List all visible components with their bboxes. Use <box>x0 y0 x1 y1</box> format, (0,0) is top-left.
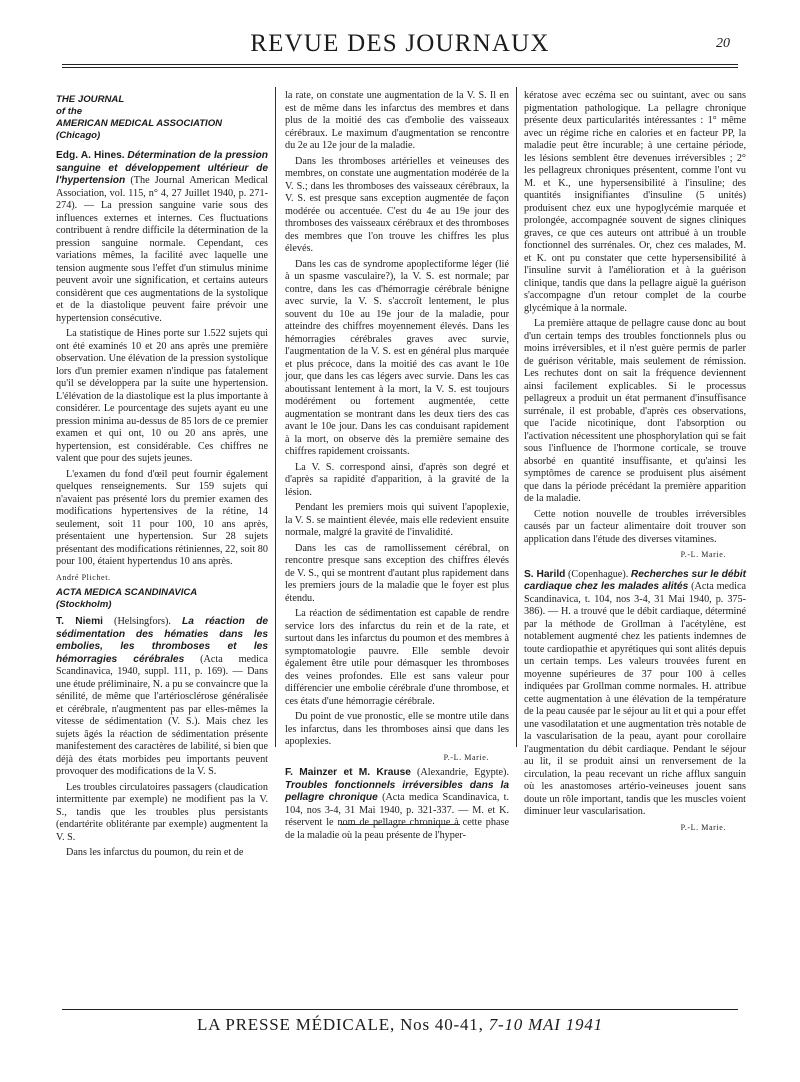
article-paragraph: kératose avec eczéma sec ou suintant, avec ou sans pigmentation pathologique. La pellagre chronique présente deux particularités intéressantes : 1° même avec un régime riche en calories et en facteur PP, la maladie peut être incurable; à une certaine période, les lésions semblent être devenues irréversibles ; 2° les pellagreux chroniques présentent, comme l'ont vu M. et K., une hypersensibilité à l'insuline; des quantités insignifiantes d'insuline (5 unités) produisent chez eux une hypoglycémie marquée et prolongée, accompagnée souvent de signes cliniques graves, ce que ces auteurs ont attribué à un trouble fonctionnel des surrénales. Or, chez ces malades, M. et K. ont pu constater que cette hypersensibilité à l'insuline survit à l'amélioration et à la guérison clinique, tandis que dans la pellagre aiguë la guérison s'accompagne d'un retour complet de la courbe glycémique à la normale. <box>524 90 746 314</box>
article-paragraph: Pendant les premiers mois qui suivent l'apoplexie, la V. S. se maintient élevée, mais elle redevient ensuite normale, malgré la gravité de l'invalidité. <box>285 502 509 538</box>
article-1 <box>56 150 268 325</box>
article-author: Edg. A. Hines. <box>56 150 125 161</box>
column-3 <box>524 90 746 837</box>
header-rule-2 <box>62 67 738 68</box>
footer-text <box>62 1015 738 1035</box>
page-number: 20 <box>716 36 730 51</box>
article-author: F. Mainzer et M. Krause <box>285 767 411 778</box>
footer-issue: Nos 40-41, <box>400 1015 484 1034</box>
article-reference: (Acta medica Scandinavica, 1940, suppl. 111, p. 169). — <box>56 653 268 677</box>
signature: P.-L. Marie. <box>680 822 726 832</box>
journal-heading: ACTA MEDICA SCANDINAVICA <box>56 587 198 598</box>
article-paragraph: Dans les infarctus du poumon, du rein et de <box>66 847 244 858</box>
article-paragraph: la rate, on constate une augmentation de la V. S. Il en est de même dans les infarctus des membres et dans plus de la moitié des cas d'embolie des vaisseaux cérébraux. Le maximum d'augmentation se rencontre du 2e au 12e jour de la maladie. <box>285 90 509 151</box>
article-title: Détermination de la pression sanguine et développement ultérieur de l'hypertension <box>56 150 268 186</box>
article-paragraph: Dans les cas de syndrome apoplectiforme léger (lié à un spasme vasculaire?), la V. S. est normale; par contre, dans les cas d'hémorragie cérébrale bénigne avec survie, la V. S. s'accroît lentement, le plus souvent du 10e au 19e jour de la maladie, pour atteindre des chiffres moyennement élevés. Dans les hémorragies cérébrales graves avec survie, l'augmentation de la V. S. est en général plus marquée et plus précoce, dans la moitié des cas avant le 10e jour, que dans les cas légers avec survie. Dans les cas aboutissant lentement à la mort, la V. S. est toujours modérément ou fortement augmentée, cette augmentation se montrant dans les deux tiers des cas avant le 10e jour. Dans les cas conduisant rapidement à la mort, on observe dès la première semaine des chiffres rapidement croissants. <box>285 258 509 457</box>
article-affiliation: (Helsingfors). <box>114 616 171 627</box>
signature: P.-L. Marie. <box>443 752 489 762</box>
article-title: Recherches sur le débit cardiaque chez les malades alités <box>524 568 746 592</box>
page-header <box>62 28 738 62</box>
article-paragraph: La statistique de Hines porte sur 1.522 sujets qui ont été examinés 10 et 20 ans après une première observation. Une élévation de la pression systolique lors d'un premier examen n'indique pas fatalement qu'il se développera par la suite une hypertension. L'élévation de la diastolique est la plus importante à considérer. Le pourcentage des sujets ayant eu une pression minima au-dessus de 85 lors de ce premier examen et qui ont, 10 ou 20 ans après, une hypertension, est considérable. Ces chiffres ne valent que pour des sujets jeunes. <box>56 328 268 464</box>
article-paragraph: Cette notion nouvelle de troubles irréversibles causés par un facteur alimentaire doit trouver son application dans l'étude des diverses vitamines. <box>524 508 746 545</box>
article-2 <box>56 616 268 779</box>
column-divider <box>516 87 517 747</box>
article-paragraph: M. et K. réservent le nom de pellagre chronique à cette phase de la maladie où la peau présente de l'hyper- <box>285 804 509 841</box>
footer-date: 7-10 MAI 1941 <box>488 1015 603 1034</box>
footer-rule <box>62 1009 738 1010</box>
footer-journal: LA PRESSE MÉDICALE, <box>197 1015 395 1034</box>
column-2 <box>285 90 509 845</box>
journal-city: (Chicago) <box>56 130 101 141</box>
article-paragraph: La pression sanguine varie sous des influences externes et internes. Ces fluctuations contribuent à rendre difficile la détermination de la pression sanguine normale. Cependant, ces variations mêmes, la facilité avec laquelle une tension augmente sous l'effet d'un stimulus minime peuvent avoir une signification, et certains auteurs considèrent que ces augmentations de la systolique et de la diastolique peuvent faire prévoir une hypertension consécutive. <box>56 200 268 324</box>
article-reference: (Acta medica Scandinavica, t. 104, nos 3-4, 31 Mai 1940, p. 321-337. — <box>285 792 510 816</box>
article-paragraph: Dans les thromboses artérielles et veineuses des membres, on constate une augmentation modérée de la V. S.; dans les thromboses des vaisseaux cérébraux, la V. S. est presque sans exception augmentée de façon modérée ou accentuée. C'est du 4e au 19e jour des thromboses des vaisseaux cérébraux et des thromboses des membres que l'on trouve les chiffres les plus élevés. <box>285 155 509 254</box>
column-divider <box>275 87 276 747</box>
header-title: REVUE DES JOURNAUX <box>250 30 550 57</box>
article-paragraph: La V. S. correspond ainsi, d'après son degré et d'après sa rapidité d'apparition, à la gravité de la lésion. <box>285 461 509 498</box>
article-affiliation: (Copenhague). <box>568 568 629 580</box>
journal-heading: of the <box>56 106 83 117</box>
article-reference: (The Journal American Medical Association, vol. 115, n° 4, 27 Juillet 1940, p. 271-274). — <box>56 175 269 211</box>
column-1 <box>56 90 268 863</box>
article-paragraph: La réaction de sédimentation est capable de rendre service lors des infarctus du rein et de la rate, et surtout dans les infarctus du poumon et des membres à symptomatologie pauvre. Elle semble devoir également être utile pour démasquer les thromboses des veines profondes. Elle est sans valeur pour différencier une embolie cérébrale d'une thrombose, et ces états d'une hémorragie cérébrale. <box>285 608 509 707</box>
article-paragraph: Dans une étude préliminaire, N. a pu se convaincre que la sénilité, de même que l'artériosclérose généralisée et cérébrale, n'augmentent pas par elles-mêmes la vitesse de sédimentation (V. S.). Mais chez les sujets âgés la réaction de sédimentation présente manifestement des caractères de labilité, si bien que déjà des états morbides peu importants peuvent provoquer des modifications de la V. S. <box>56 666 269 777</box>
article-title: Troubles fonctionnels irréversibles dans la pellagre chronique <box>285 779 509 803</box>
article-author: T. Niemi <box>56 616 103 627</box>
article-title: La réaction de sédimentation des hématies dans les embolies, les thromboses et les hémorragies cérébrales <box>56 616 269 665</box>
signature: P.-L. Marie. <box>680 550 726 559</box>
article-author: S. Harild <box>524 568 566 580</box>
article-paragraph: Du point de vue pronostic, elle se montre utile dans les infarctus, dans les thromboses ainsi que dans les apoplexies. <box>285 711 509 747</box>
journal-city: (Stockholm) <box>56 599 112 610</box>
section-divider <box>340 824 460 825</box>
header-rule <box>62 64 738 65</box>
journal-heading: AMERICAN MEDICAL ASSOCIATION <box>56 118 223 129</box>
signature: André Plichet. <box>56 572 111 582</box>
journal-heading: THE JOURNAL <box>56 94 125 105</box>
article-affiliation: (Alexandrie, Egypte). <box>416 767 509 778</box>
article-reference: (Acta medica Scandinavica, t. 104, nos 3-4, 31 Mai 1940, p. 375-386). — <box>524 581 746 617</box>
article-paragraph: Les troubles circulatoires passagers (claudication intermittente par exemple) ne modifient pas la V. S., tandis que les troubles plus persistants (endartérite oblitérante par exemple) augmentent la V. S. <box>56 781 268 843</box>
article-3 <box>285 767 509 842</box>
page-footer <box>62 1015 738 1039</box>
article-paragraph: La première attaque de pellagre cause donc au bout d'un certain temps des troubles fonctionnels plus ou moins irréversibles, et il n'est guère permis de parler de guérison véritable, mais seulement de rémission. Les rechutes dont on sait la fréquence deviennent ainsi facilement explicables. Si le processus pellagreux a produit un état permanent d'insuffisance surrénale, il est probable, d'après ces observations, que l'acide nicotinique, dont l'absorption ou l'activation nécessitent une phosphorylation qui se fait sous l'influence de l'hormone corticale, se trouve absorbé en quantité insuffisante, et qu'ainsi les symptômes de carence se produisent plus aisément que dans la période précédant la première apparition de la maladie. <box>524 318 746 504</box>
article-paragraph: H. a trouvé que le débit cardiaque, déterminé par la méthode de Grollman à l'acétylène, est notablement augmenté chez les patients indemnes de toute cardiopathie et apyrétiques qui sont alités depuis un certain temps. Les valeurs trouvées furent en moyenne supérieures de 37 pour 100 à celles indiquées par Grollman comme normales. H. attribue cette augmentation à une élévation de la température de la peau causée par le séjour au lit et qui a pour effet une vasodilatation et une augmentation très notable de la vascularisation de la peau, ayant pour corollaire l'augmentation du débit cardiaque. Pendant le séjour au lit, il se produit ainsi un renversement de la circulation, la peau recevant un riche afflux sanguin où les anastomoses artério-veineuses jouent sans doute un rôle important, tandis que les muscles voient diminuer leur vascularisation. <box>524 606 746 817</box>
article-4 <box>524 569 746 819</box>
article-paragraph: L'examen du fond d'œil peut fournir également quelques renseignements. Sur 159 sujets qui n'avaient pas présenté lors du premier examen des modifications hypertensives de la rétine, 14 seulement, soit 11 pour 100, 10 ans après, présentaient une hypertension. Sur 28 sujets présentant des modifications rétiniennes, 22, soit 80 pour 100, étaient hypertendus 10 ans après. <box>56 468 268 567</box>
article-paragraph: Dans les cas de ramollissement cérébral, on rencontre presque sans exception des chiffres élevés de V. S., qui se montrent d'autant plus rapidement dans les premiers jours de la maladie que le foyer est plus étendu. <box>285 542 509 604</box>
